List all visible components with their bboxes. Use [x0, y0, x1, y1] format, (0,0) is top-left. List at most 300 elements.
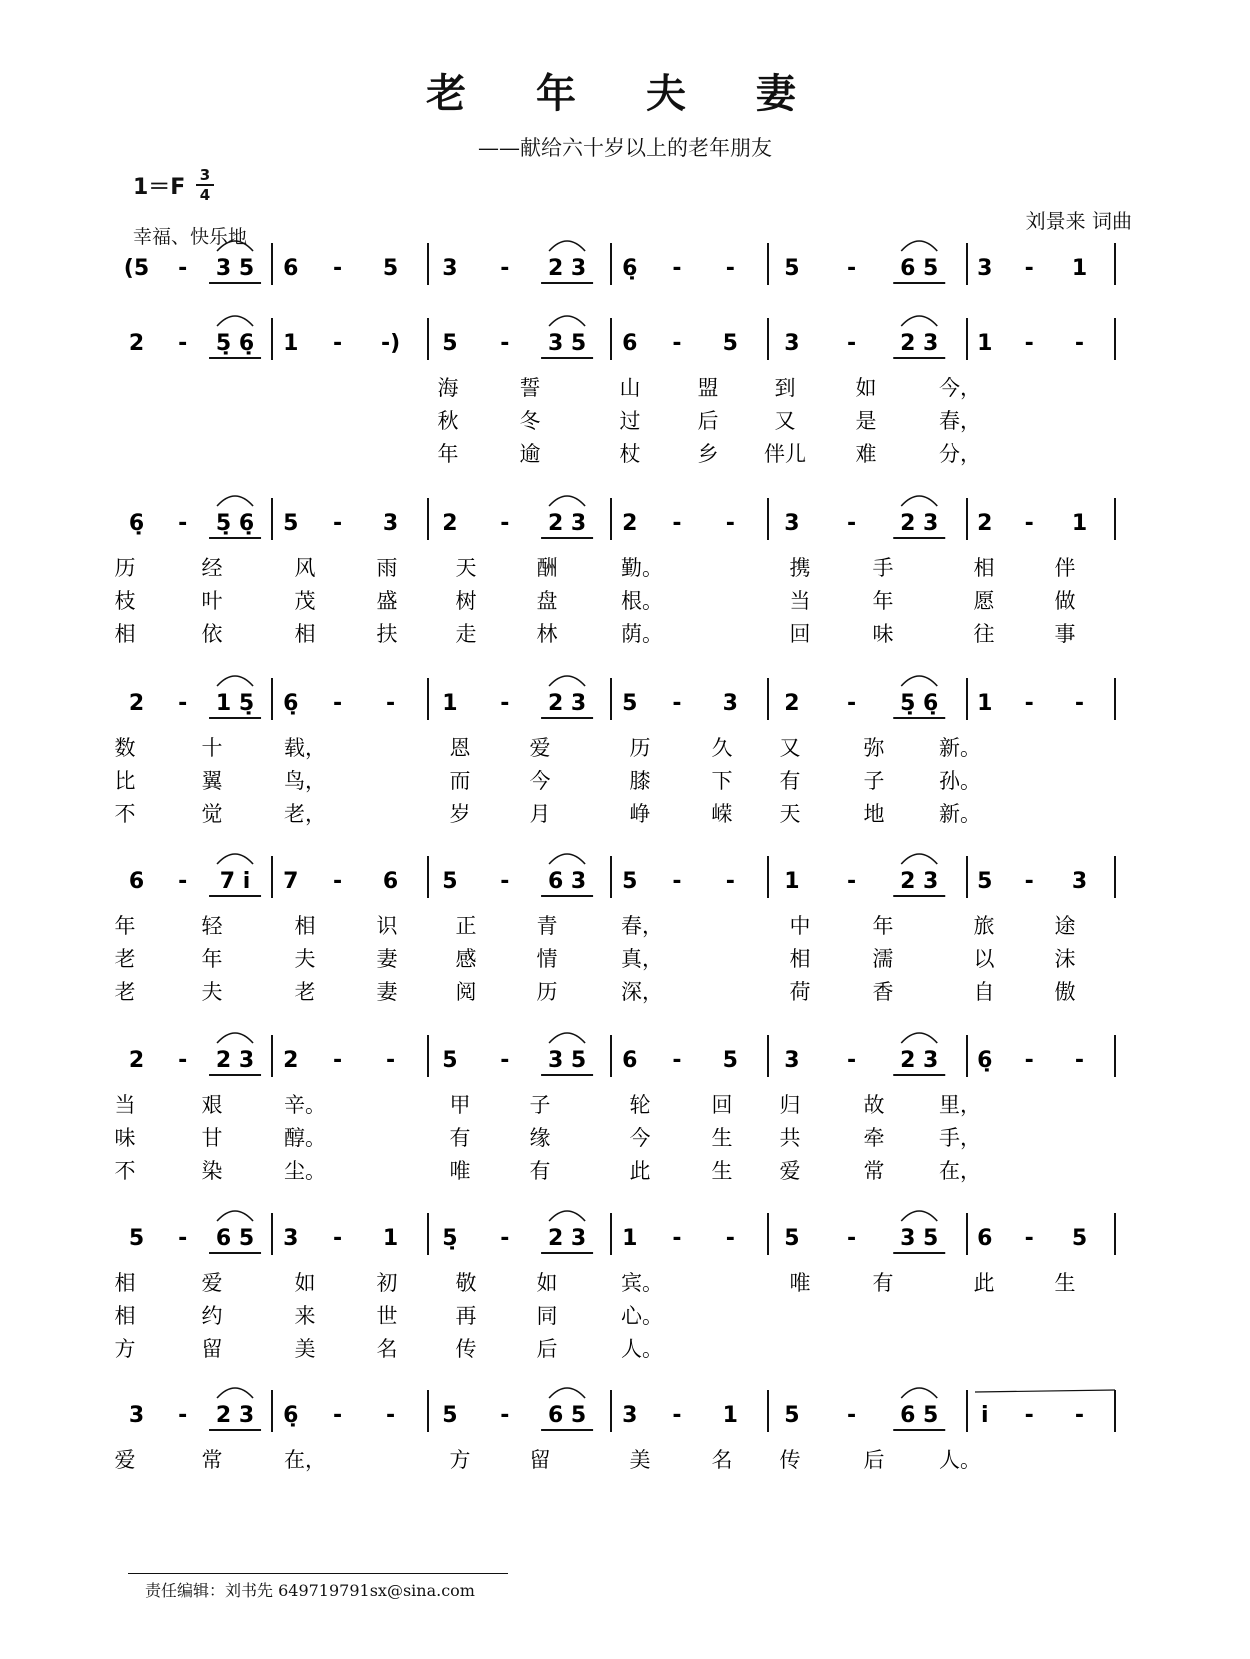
note: 3 5	[547, 1048, 587, 1073]
note: -	[672, 691, 682, 716]
lyric-syllable: 誓	[519, 376, 541, 400]
lyric-syllable: 新。	[939, 736, 981, 760]
lyric-syllable: 甘	[201, 1126, 223, 1150]
slur	[901, 316, 937, 326]
lyric-syllable: 有	[779, 769, 801, 793]
lyric-syllable: 如	[855, 376, 877, 400]
lyric-syllable: 有	[872, 1271, 894, 1295]
note: -	[1074, 331, 1085, 356]
note: 3	[128, 1403, 145, 1428]
lyric-syllable: 天	[779, 802, 801, 826]
note: -	[332, 331, 343, 356]
lyric-syllable: 人。	[939, 1448, 981, 1472]
note: -	[500, 1403, 510, 1428]
note: 3 5	[900, 1226, 939, 1251]
lyric-syllable: 相	[114, 1271, 136, 1295]
lyric-syllable: 方	[449, 1448, 471, 1472]
note: -	[500, 256, 510, 281]
lyric-syllable: 深，	[621, 980, 663, 1004]
note: -	[1024, 1403, 1034, 1428]
note: 3	[382, 511, 399, 536]
slur	[549, 1388, 585, 1398]
note: -	[178, 691, 188, 716]
note: 5	[784, 256, 800, 281]
lyric-syllable: 地	[863, 802, 885, 826]
lyric-syllable: 春，	[939, 409, 981, 433]
note: -)	[380, 331, 401, 356]
lyric-syllable: 醇。	[284, 1126, 326, 1150]
lyric-syllable: 真，	[621, 947, 663, 971]
lyric-syllable: 依	[201, 622, 223, 646]
slur	[901, 854, 937, 864]
note: i	[980, 1403, 989, 1428]
lyric-syllable: 秋	[437, 409, 459, 433]
note: 5	[1071, 1226, 1088, 1251]
lyric-syllable: 山	[619, 376, 641, 400]
lyric-syllable: 相	[973, 556, 995, 580]
lyric-syllable: 天	[455, 556, 477, 580]
note: 3	[722, 691, 738, 716]
note: -	[332, 869, 343, 894]
lyric-syllable: 老	[114, 947, 136, 971]
lyric-syllable: 回	[711, 1093, 733, 1117]
note: 3	[442, 256, 458, 281]
lyric-syllable: 盛	[376, 589, 398, 613]
slur	[217, 854, 253, 864]
lyric-syllable: 比	[114, 769, 136, 793]
note: -	[672, 1226, 682, 1251]
note: 3	[784, 511, 800, 536]
note: -	[178, 511, 188, 536]
lyric-syllable: 恩	[449, 736, 471, 760]
lyric-syllable: 感	[455, 947, 477, 971]
lyric-syllable: 老	[114, 980, 136, 1004]
note: -	[1074, 1403, 1085, 1428]
note: 2 3	[547, 256, 587, 281]
slur	[549, 241, 585, 251]
note: -	[332, 256, 343, 281]
note: 2 3	[900, 869, 939, 894]
note: 3	[784, 331, 800, 356]
lyric-syllable: 做	[1054, 589, 1076, 613]
lyric-syllable: 初	[376, 1271, 398, 1295]
lyric-syllable: 荷	[789, 980, 811, 1004]
lyric-syllable: 林	[536, 622, 558, 646]
slur	[217, 496, 253, 506]
lyric-syllable: 爱	[779, 1159, 801, 1183]
note: -	[847, 691, 857, 716]
lyric-syllable: 老，	[284, 802, 326, 826]
note: 3 5	[215, 256, 255, 281]
lyric-syllable: 人。	[621, 1337, 663, 1361]
composer-credit: 刘景来 词曲	[1025, 209, 1132, 233]
note: 7	[283, 869, 299, 894]
note: -	[178, 1048, 188, 1073]
slur	[217, 1033, 253, 1043]
lyric-syllable: 情	[536, 947, 558, 971]
note: 5	[784, 1403, 800, 1428]
lyric-syllable: 傲	[1054, 980, 1076, 1004]
lyric-syllable: 乡	[697, 442, 719, 466]
lyric-syllable: 后	[697, 409, 719, 433]
lyric-syllable: 海	[437, 376, 459, 400]
lyric-syllable: 故	[863, 1093, 885, 1117]
slur	[549, 316, 585, 326]
note: 1	[622, 1226, 638, 1251]
lyric-syllable: 下	[711, 769, 733, 793]
lyric-syllable: 留	[201, 1337, 223, 1361]
lyric-syllable: 当	[789, 589, 811, 613]
note: 1	[722, 1403, 738, 1428]
lyric-syllable: 唯	[449, 1159, 471, 1183]
lyric-syllable: 来	[294, 1304, 316, 1328]
lyric-syllable: 走	[455, 622, 477, 646]
note: 5	[382, 256, 399, 281]
note: 1 5̣	[215, 691, 255, 716]
lyric-syllable: 根。	[621, 589, 663, 613]
note: 2 3	[900, 331, 939, 356]
lyric-syllable: 青	[536, 914, 558, 938]
note: -	[500, 1048, 510, 1073]
note: 3	[977, 256, 993, 281]
lyric-syllable: 过	[619, 409, 641, 433]
slur	[549, 676, 585, 686]
lyric-syllable: 逾	[519, 442, 541, 466]
lyric-syllable: 妻	[376, 980, 398, 1004]
lyric-syllable: 生	[711, 1159, 733, 1183]
lyric-syllable: 敬	[455, 1271, 477, 1295]
slur	[901, 1388, 937, 1398]
lyric-syllable: 新。	[939, 802, 981, 826]
subtitle: ——献给六十岁以上的老年朋友	[478, 136, 772, 160]
lyric-syllable: 愿	[973, 589, 995, 613]
lyric-syllable: 相	[114, 1304, 136, 1328]
lyric-syllable: 传	[779, 1448, 801, 1472]
note: -	[178, 1403, 188, 1428]
lyric-syllable: 爱	[201, 1271, 223, 1295]
lyric-syllable: 勤。	[621, 556, 663, 580]
note: -	[725, 1226, 735, 1251]
lyric-syllable: 而	[449, 769, 471, 793]
note: -	[500, 1226, 510, 1251]
note: 5	[722, 1048, 738, 1073]
lyric-syllable: 中	[789, 914, 811, 938]
lyric-syllable: 美	[294, 1337, 316, 1361]
slur	[901, 1211, 937, 1221]
note: -	[725, 256, 735, 281]
slur	[901, 676, 937, 686]
note: -	[725, 511, 735, 536]
lyric-syllable: 是	[855, 409, 877, 433]
lyric-syllable: 回	[789, 622, 811, 646]
lyric-syllable: 濡	[872, 947, 894, 971]
lyric-syllable: 此	[629, 1159, 651, 1183]
note: 6	[977, 1226, 993, 1251]
note: -	[847, 331, 857, 356]
note: 1	[977, 331, 993, 356]
lyric-syllable: 约	[201, 1304, 223, 1328]
lyric-syllable: 以	[973, 947, 995, 971]
note: 3 5	[547, 331, 587, 356]
note: 5	[977, 869, 993, 894]
lyric-syllable: 夫	[201, 980, 223, 1004]
lyric-syllable: 常	[863, 1159, 885, 1183]
lyric-syllable: 茂	[294, 589, 316, 613]
note: -	[1024, 511, 1034, 536]
lyric-syllable: 经	[201, 556, 223, 580]
lyric-syllable: 翼	[201, 769, 223, 793]
slur	[217, 1211, 253, 1221]
slur	[549, 1211, 585, 1221]
tempo-marking: 幸福、快乐地	[133, 226, 248, 248]
lyric-syllable: 觉	[201, 802, 223, 826]
lyric-syllable: 宾。	[621, 1271, 663, 1295]
lyric-syllable: 自	[973, 980, 995, 1004]
note: 5	[622, 869, 638, 894]
lyric-syllable: 峥	[629, 802, 651, 826]
lyric-syllable: 子	[863, 769, 885, 793]
note: 2	[128, 691, 145, 716]
lyric-syllable: 盟	[697, 376, 719, 400]
lyric-syllable: 阅	[455, 980, 477, 1004]
lyric-syllable: 枝	[114, 589, 136, 613]
note: 5̣ 6̣	[215, 511, 255, 536]
lyric-syllable: 杖	[619, 442, 641, 466]
lyric-syllable: 同	[536, 1304, 558, 1328]
lyric-syllable: 春，	[621, 914, 663, 938]
note: 5	[442, 869, 458, 894]
lyric-syllable: 今	[529, 769, 551, 793]
note: -	[1024, 691, 1034, 716]
note: 6	[622, 1048, 638, 1073]
note: 5	[442, 1048, 458, 1073]
note: 6 5	[547, 1403, 587, 1428]
lyric-syllable: 唯	[789, 1271, 811, 1295]
lyric-syllable: 月	[529, 802, 551, 826]
lyric-syllable: 年	[872, 589, 894, 613]
note: -	[332, 511, 343, 536]
note: -	[847, 256, 857, 281]
slur	[901, 241, 937, 251]
note: -	[332, 1226, 343, 1251]
lyric-syllable: 途	[1054, 914, 1076, 938]
note: 1	[442, 691, 458, 716]
note: 5	[128, 1226, 145, 1251]
note: 6	[283, 256, 299, 281]
lyric-syllable: 有	[529, 1159, 551, 1183]
slur	[217, 1388, 253, 1398]
note: -	[672, 256, 682, 281]
note: -	[672, 511, 682, 536]
lyric-syllable: 孙。	[939, 769, 981, 793]
note: -	[385, 1048, 396, 1073]
lyric-syllable: 牵	[863, 1126, 885, 1150]
lyric-syllable: 分，	[939, 442, 981, 466]
lyric-syllable: 不	[114, 802, 136, 826]
lyric-syllable: 冬	[519, 409, 541, 433]
lyric-syllable: 美	[629, 1448, 651, 1472]
note: 1	[784, 869, 800, 894]
lyric-syllable: 相	[294, 622, 316, 646]
lyric-syllable: 又	[779, 736, 801, 760]
lyric-syllable: 久	[711, 736, 733, 760]
note: -	[672, 869, 682, 894]
lyric-syllable: 识	[376, 914, 398, 938]
note: 3	[283, 1226, 299, 1251]
note: 2 3	[547, 691, 587, 716]
lyric-syllable: 荫。	[621, 622, 663, 646]
note: 6̣	[622, 256, 638, 281]
lyric-syllable: 雨	[376, 556, 398, 580]
note: 1	[1071, 511, 1088, 536]
note: -	[672, 1403, 682, 1428]
note: 2 3	[900, 1048, 939, 1073]
page-title: 老 年 夫 妻	[426, 70, 824, 117]
note: 5̣	[442, 1226, 458, 1251]
note: -	[385, 691, 396, 716]
lyric-syllable: 又	[774, 409, 796, 433]
note: 5	[784, 1226, 800, 1251]
lyric-syllable: 膝	[629, 769, 651, 793]
note: 6 5	[900, 256, 939, 281]
lyric-syllable: 嵘	[711, 802, 733, 826]
lyric-syllable: 盘	[536, 589, 558, 613]
lyric-syllable: 轻	[201, 914, 223, 938]
lyric-syllable: 共	[779, 1126, 801, 1150]
lyric-syllable: 岁	[449, 802, 471, 826]
note: 3	[622, 1403, 638, 1428]
note: -	[178, 331, 188, 356]
lyric-syllable: 辛。	[284, 1093, 326, 1117]
lyric-syllable: 年	[437, 442, 459, 466]
lyric-syllable: 归	[779, 1093, 801, 1117]
note: 2 3	[900, 511, 939, 536]
note: 6̣	[283, 1403, 299, 1428]
note: 6̣	[128, 511, 145, 536]
lyric-syllable: 往	[973, 622, 995, 646]
note: 1	[1071, 256, 1088, 281]
fermata-line	[975, 1390, 1115, 1392]
note: -	[672, 331, 682, 356]
lyric-syllable: 艰	[201, 1093, 223, 1117]
footer-editor: 责任编辑：刘书先 649719791sx@sina.com	[145, 1581, 475, 1600]
lyric-syllable: 在，	[284, 1448, 326, 1472]
note: -	[725, 869, 735, 894]
lyric-syllable: 方	[114, 1337, 136, 1361]
lyric-syllable: 轮	[629, 1093, 651, 1117]
slur	[901, 496, 937, 506]
lyric-syllable: 名	[376, 1337, 398, 1361]
slur	[549, 496, 585, 506]
lyric-syllable: 弥	[863, 736, 885, 760]
lyric-syllable: 手，	[939, 1126, 981, 1150]
note: 2 3	[215, 1403, 255, 1428]
lyric-syllable: 有	[449, 1126, 471, 1150]
slur	[549, 854, 585, 864]
lyric-syllable: 后	[536, 1337, 558, 1361]
lyric-syllable: 心。	[621, 1304, 663, 1328]
lyric-syllable: 夫	[294, 947, 316, 971]
slur	[217, 241, 253, 251]
lyric-syllable: 旅	[973, 914, 995, 938]
note: 7 i	[219, 869, 251, 894]
note: -	[847, 869, 857, 894]
lyric-syllable: 难	[855, 442, 877, 466]
lyric-syllable: 酬	[536, 556, 558, 580]
lyric-syllable: 鸟，	[284, 769, 326, 793]
note: -	[500, 691, 510, 716]
lyric-syllable: 十	[201, 736, 223, 760]
note: 2	[128, 1048, 145, 1073]
lyric-syllable: 味	[872, 622, 894, 646]
lyric-syllable: 爱	[114, 1448, 136, 1472]
note: 5	[442, 1403, 458, 1428]
note: 2	[977, 511, 993, 536]
lyric-syllable: 名	[711, 1448, 733, 1472]
lyric-syllable: 历	[629, 736, 651, 760]
lyric-syllable: 历	[536, 980, 558, 1004]
lyric-syllable: 世	[376, 1304, 398, 1328]
footer-divider	[128, 1573, 508, 1574]
note: 2	[128, 331, 145, 356]
note: -	[385, 1403, 396, 1428]
note: 2 3	[547, 511, 587, 536]
lyric-syllable: 甲	[449, 1093, 471, 1117]
note: 2	[784, 691, 800, 716]
lyric-syllable: 传	[455, 1337, 477, 1361]
note: 5	[442, 331, 458, 356]
lyric-syllable: 树	[455, 589, 477, 613]
lyric-syllable: 如	[536, 1271, 558, 1295]
note: 6 3	[547, 869, 587, 894]
note: 3	[784, 1048, 800, 1073]
lyric-syllable: 数	[114, 736, 136, 760]
note: 2	[283, 1048, 299, 1073]
meter-top: 3	[199, 166, 211, 184]
note: -	[1024, 256, 1034, 281]
lyric-syllable: 香	[872, 980, 894, 1004]
lyric-syllable: 味	[114, 1126, 136, 1150]
lyric-syllable: 相	[789, 947, 811, 971]
note: -	[332, 691, 343, 716]
note: 6̣	[283, 691, 299, 716]
note: 5̣ 6̣	[900, 691, 939, 716]
lyric-syllable: 载，	[284, 736, 326, 760]
note: 2	[442, 511, 458, 536]
note: 2	[622, 511, 638, 536]
key-signature: 1＝F	[133, 175, 186, 200]
lyric-syllable: 老	[294, 980, 316, 1004]
lyric-syllable: 里，	[939, 1093, 981, 1117]
note: 2 3	[215, 1048, 255, 1073]
note: 6	[622, 331, 638, 356]
note: -	[1024, 1226, 1034, 1251]
lyric-syllable: 历	[114, 556, 136, 580]
lyric-syllable: 年	[872, 914, 894, 938]
note: -	[178, 869, 188, 894]
note: -	[847, 1048, 857, 1073]
note: -	[178, 256, 188, 281]
lyric-syllable: 再	[455, 1304, 477, 1328]
lyric-syllable: 事	[1054, 622, 1076, 646]
lyric-syllable: 留	[529, 1448, 551, 1472]
lyric-syllable: 尘。	[284, 1159, 326, 1183]
lyric-syllable: 沫	[1054, 947, 1076, 971]
note: 1	[283, 331, 299, 356]
lyric-syllable: 伴	[1054, 556, 1076, 580]
note: 3	[1071, 869, 1088, 894]
lyric-syllable: 爱	[529, 736, 551, 760]
